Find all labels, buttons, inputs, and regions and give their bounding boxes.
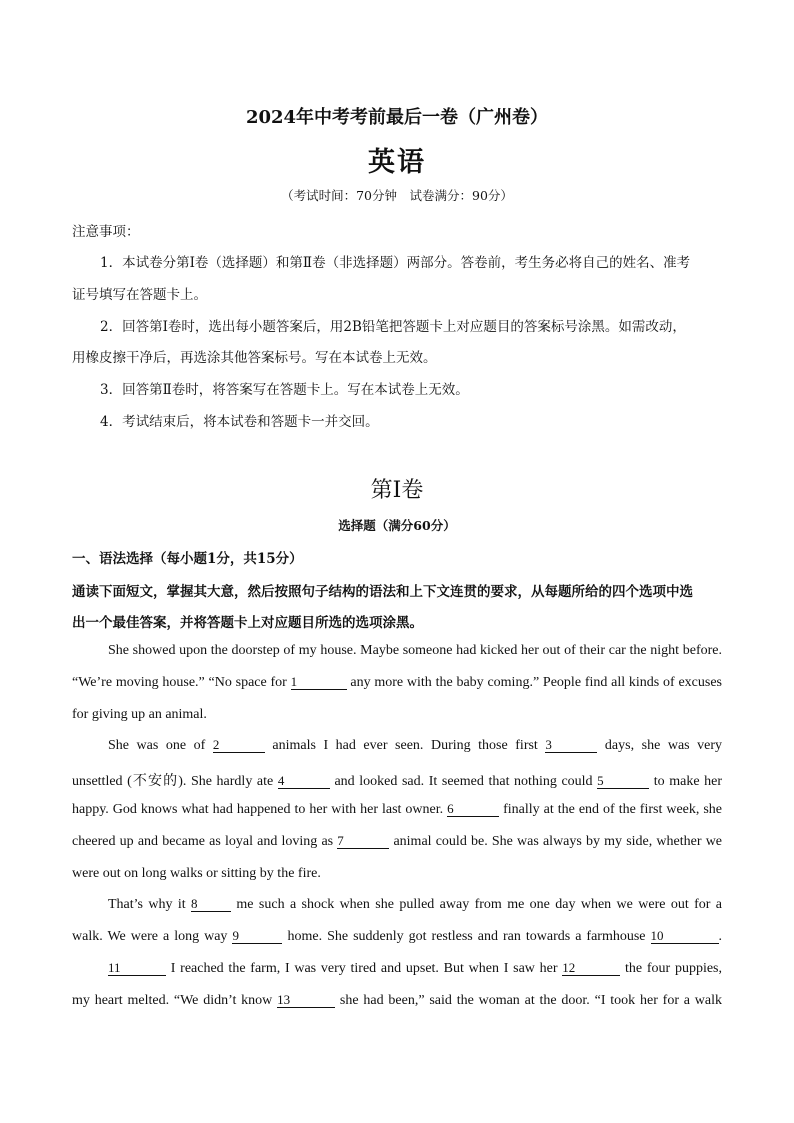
passage-line: my heart melted. “We didn’t know 13 she had been,” said the woman at the door. “I took her for a walk (72, 992, 723, 1008)
passage-line: were out on long walks or sitting by the fire. (72, 866, 321, 881)
passage-line: She was one of 2 animals I had ever seen. During those first 3 days, she was very (108, 737, 723, 753)
note-1-line-2: 证号填写在答题卡上。 (72, 287, 207, 303)
blank-13: 13 (277, 993, 335, 1008)
instruction-line-1: 通读下面短文，掌握其大意，然后按照句子结构的语法和上下文连贯的要求，从每题所给的四个选项中选 (72, 584, 693, 600)
volume-title: 第Ⅰ卷 (370, 478, 424, 503)
passage-line: She showed upon the doorstep of my house. Maybe someone had kicked her out of their car the night before. (108, 643, 722, 658)
blank-12: 12 (562, 961, 620, 976)
note-2-line-2: 用橡皮擦干净后，再选涂其他答案标号。写在本试卷上无效。 (72, 350, 437, 366)
time-info: （考试时间：70分钟 试卷满分：90分） (281, 188, 513, 203)
note-1-line-1: 1．本试卷分第Ⅰ卷（选择题）和第Ⅱ卷（非选择题）两部分。答卷前，考生务必将自己的姓名、准考 (100, 255, 691, 271)
note-3: 3．回答第Ⅱ卷时，将答案写在答题卡上。写在本试卷上无效。 (100, 382, 469, 398)
passage-line: 11 I reached the farm, I was very tired and upset. But when I saw her 12 the four puppies, (108, 960, 723, 976)
subject-title: 英语 (368, 147, 426, 178)
exam-title: 2024年中考考前最后一卷（广州卷） (245, 107, 549, 128)
blank-2: 2 (213, 738, 265, 753)
passage-line: walk. We were a long way 9 home. She suddenly got restless and ran towards a farmhouse 10 . (72, 928, 723, 944)
note-2-line-1: 2．回答第Ⅰ卷时，选出每小题答案后，用2B铅笔把答题卡上对应题目的答案标号涂黑。如需改动， (100, 319, 686, 335)
passage-line: unsettled (不安的). She hardly ate 4 and looked sad. It seemed that nothing could 5 to make her (72, 773, 723, 789)
blank-9: 9 (232, 929, 282, 944)
passage-line: cheered up and became as loyal and loving as 7 animal could be. She was always by my side, whether we (72, 833, 723, 849)
instruction-line-2: 出一个最佳答案，并将答题卡上对应题目所选的选项涂黑。 (72, 615, 423, 631)
blank-1: 1 (291, 675, 347, 690)
blank-4: 4 (278, 774, 330, 789)
blank-5: 5 (597, 774, 649, 789)
blank-8: 8 (191, 897, 231, 912)
blank-6: 6 (447, 802, 499, 817)
blank-10: 10 (651, 929, 719, 944)
passage-line: “We’re moving house.” “No space for 1 any more with the baby coming.” People find all kinds of excuses (72, 674, 722, 690)
blank-3: 3 (545, 738, 597, 753)
note-4: 4．考试结束后，将本试卷和答题卡一并交回。 (100, 414, 379, 430)
passage-line: That’s why it 8 me such a shock when she pulled away from me one day when we were out for a (108, 896, 723, 912)
section-title: 选择题（满分60分） (338, 518, 456, 533)
passage-line: happy. God knows what had happened to her with her last owner. 6 finally at the end of the first week, she (72, 801, 723, 817)
question-heading: 一、语法选择（每小题1分，共15分） (72, 551, 303, 567)
notes-heading: 注意事项： (72, 224, 140, 240)
passage-line: for giving up an animal. (72, 707, 207, 722)
blank-11: 11 (108, 961, 166, 976)
blank-7: 7 (337, 834, 389, 849)
